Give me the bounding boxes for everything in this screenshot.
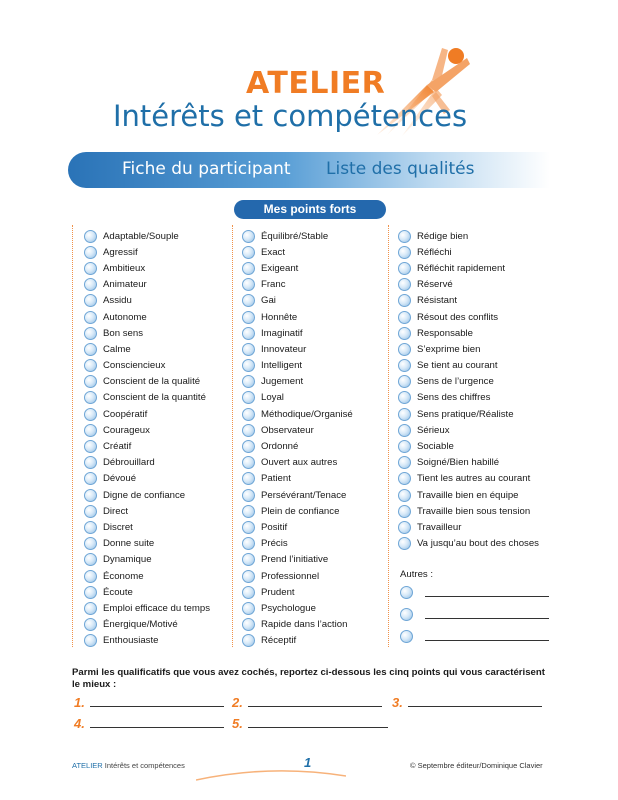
quality-label: Réfléchit rapidement [417, 262, 505, 274]
checkbox-circle[interactable] [242, 359, 255, 372]
checkbox-circle[interactable] [84, 489, 97, 502]
quality-item[interactable] [242, 455, 353, 471]
quality-label: Exact [261, 246, 285, 258]
quality-item[interactable] [242, 536, 353, 552]
quality-label: Gai [261, 295, 276, 307]
quality-item[interactable] [398, 358, 539, 374]
quality-item[interactable] [84, 568, 210, 584]
quality-item[interactable] [242, 341, 353, 357]
checkbox-circle[interactable] [398, 311, 411, 324]
quality-label: Emploi efficace du temps [103, 602, 211, 614]
quality-label: Précis [261, 538, 288, 550]
quality-item[interactable] [84, 228, 210, 244]
quality-item[interactable] [398, 374, 539, 390]
answer-number: 1. [74, 695, 85, 710]
quality-label: Tient les autres au courant [417, 473, 531, 485]
quality-item[interactable] [84, 536, 210, 552]
answer-number: 4. [74, 716, 85, 731]
page-swoosh [196, 766, 346, 782]
answer-number: 5. [232, 716, 243, 731]
checkbox-circle[interactable] [398, 424, 411, 437]
answer-line[interactable] [248, 706, 382, 707]
quality-item[interactable] [242, 487, 353, 503]
quality-label: Discret [103, 521, 133, 533]
checkbox-circle[interactable] [242, 311, 255, 324]
checkbox-circle[interactable] [398, 537, 411, 550]
quality-item[interactable] [84, 633, 210, 649]
checkbox-circle[interactable] [398, 375, 411, 388]
quality-item[interactable] [242, 503, 353, 519]
quality-item[interactable] [84, 260, 210, 276]
checkbox-circle[interactable] [398, 391, 411, 404]
quality-item[interactable] [398, 277, 539, 293]
quality-item[interactable] [242, 633, 353, 649]
quality-label: Rapide dans l’action [261, 619, 348, 631]
checkbox-circle[interactable] [242, 375, 255, 388]
write-in-line[interactable] [425, 596, 549, 597]
quality-label: Ambitieux [103, 262, 146, 274]
quality-item[interactable] [84, 406, 210, 422]
quality-item[interactable] [242, 406, 353, 422]
checkbox-circle[interactable] [84, 294, 97, 307]
instruction-text: Parmi les qualificatifs que vous avez cochés, reportez ci-dessous les cinq points qui vous caractérisent le mieux : [72, 667, 545, 690]
quality-label: Innovateur [261, 343, 307, 355]
quality-label: Assidu [103, 295, 132, 307]
answer-1[interactable] [74, 695, 224, 710]
checkbox-circle[interactable] [398, 456, 411, 469]
checkbox-circle[interactable] [398, 246, 411, 259]
checkbox-circle[interactable] [84, 570, 97, 583]
quality-label: Calme [103, 343, 131, 355]
quality-item[interactable] [84, 617, 210, 633]
quality-label: Sérieux [417, 424, 450, 436]
quality-label: Résistant [417, 295, 457, 307]
quality-label: Réceptif [261, 635, 297, 647]
checkbox-circle[interactable] [400, 608, 413, 621]
quality-item[interactable] [242, 374, 353, 390]
quality-label: Digne de confiance [103, 489, 186, 501]
checkbox-circle[interactable] [242, 521, 255, 534]
quality-label: Autonome [103, 311, 147, 323]
checkbox-circle[interactable] [84, 230, 97, 243]
checkbox-circle[interactable] [84, 343, 97, 356]
autres-row[interactable] [400, 630, 549, 643]
answer-4[interactable] [74, 716, 224, 731]
footer-brand: ATELIER [72, 761, 103, 770]
quality-item[interactable] [398, 309, 539, 325]
checkbox-circle[interactable] [84, 521, 97, 534]
quality-label: Positif [261, 521, 288, 533]
checkbox-circle[interactable] [84, 246, 97, 259]
quality-item[interactable] [398, 471, 539, 487]
quality-label: Animateur [103, 279, 147, 291]
checkbox-circle[interactable] [242, 472, 255, 485]
checkbox-circle[interactable] [242, 343, 255, 356]
checkbox-circle[interactable] [84, 537, 97, 550]
quality-label: Prend l’initiative [261, 554, 329, 566]
checkbox-circle[interactable] [242, 230, 255, 243]
quality-item[interactable] [84, 358, 210, 374]
quality-item[interactable] [84, 600, 210, 616]
answer-3[interactable] [392, 695, 542, 710]
quality-label: Persévérant/Tenace [261, 489, 347, 501]
quality-item[interactable] [398, 293, 539, 309]
checkbox-circle[interactable] [242, 489, 255, 502]
answer-number: 3. [392, 695, 403, 710]
quality-label: Équilibré/Stable [261, 230, 329, 242]
checkbox-circle[interactable] [242, 408, 255, 421]
page-number: 1 [304, 755, 312, 770]
quality-item[interactable] [242, 228, 353, 244]
checkbox-circle[interactable] [398, 440, 411, 453]
quality-item[interactable] [84, 277, 210, 293]
quality-item[interactable] [242, 277, 353, 293]
quality-label: Conscient de la quantité [103, 392, 206, 404]
checkbox-circle[interactable] [398, 262, 411, 275]
answer-line[interactable] [248, 727, 388, 728]
quality-item[interactable] [84, 471, 210, 487]
quality-item[interactable] [242, 390, 353, 406]
quality-label: Travailleur [417, 521, 462, 533]
checkbox-circle[interactable] [84, 424, 97, 437]
checkbox-circle[interactable] [84, 311, 97, 324]
answer-line[interactable] [408, 706, 542, 707]
column-divider [232, 225, 233, 647]
footer-title: Intérêts et compétences [104, 761, 185, 770]
checkbox-circle[interactable] [242, 553, 255, 566]
checkbox-circle[interactable] [398, 343, 411, 356]
quality-item[interactable] [242, 471, 353, 487]
quality-item[interactable] [84, 390, 210, 406]
checkbox-circle[interactable] [398, 472, 411, 485]
quality-label: Dynamique [103, 554, 152, 566]
footer-copyright: © Septembre éditeur/Dominique Clavier [410, 761, 543, 770]
checkbox-circle[interactable] [84, 359, 97, 372]
quality-item[interactable] [398, 406, 539, 422]
quality-item[interactable] [242, 422, 353, 438]
answer-line[interactable] [90, 706, 224, 707]
quality-item[interactable] [242, 617, 353, 633]
checkbox-circle[interactable] [242, 246, 255, 259]
checkbox-circle[interactable] [242, 294, 255, 307]
quality-label: Sens pratique/Réaliste [417, 408, 514, 420]
quality-item[interactable] [242, 244, 353, 260]
quality-item[interactable] [398, 341, 539, 357]
quality-label: Débrouillard [103, 457, 155, 469]
quality-label: Créatif [103, 441, 132, 453]
checkbox-circle[interactable] [398, 408, 411, 421]
checkbox-circle[interactable] [398, 327, 411, 340]
quality-item[interactable] [84, 519, 210, 535]
quality-item[interactable] [84, 244, 210, 260]
quality-item[interactable] [398, 390, 539, 406]
checkbox-circle[interactable] [242, 424, 255, 437]
checkbox-circle[interactable] [84, 391, 97, 404]
quality-label: Enthousiaste [103, 635, 159, 647]
checkbox-circle[interactable] [400, 586, 413, 599]
checkbox-circle[interactable] [242, 391, 255, 404]
checkbox-circle[interactable] [84, 618, 97, 631]
checkbox-circle[interactable] [242, 327, 255, 340]
quality-label: Sens de l’urgence [417, 376, 494, 388]
footer-left [72, 761, 185, 770]
quality-label: Coopératif [103, 408, 148, 420]
checkbox-circle[interactable] [398, 294, 411, 307]
quality-label: Franc [261, 279, 286, 291]
quality-label: Rédige bien [417, 230, 469, 242]
banner-title: Fiche du participant [122, 159, 291, 179]
quality-item[interactable] [242, 293, 353, 309]
quality-item[interactable] [84, 293, 210, 309]
quality-label: Direct [103, 505, 129, 517]
quality-label: Agressif [103, 246, 138, 258]
quality-label: Résout des conflits [417, 311, 499, 323]
quality-item[interactable] [398, 325, 539, 341]
checkbox-circle[interactable] [84, 327, 97, 340]
checkbox-circle[interactable] [84, 375, 97, 388]
quality-item[interactable] [398, 228, 539, 244]
quality-item[interactable] [84, 422, 210, 438]
quality-label: Plein de confiance [261, 505, 340, 517]
autres-row[interactable] [400, 608, 549, 621]
quality-item[interactable] [84, 438, 210, 454]
checkbox-circle[interactable] [242, 570, 255, 583]
quality-item[interactable] [398, 422, 539, 438]
quality-item[interactable] [398, 503, 539, 519]
quality-label: Va jusqu’au bout des choses [417, 538, 539, 550]
quality-item[interactable] [398, 519, 539, 535]
checkbox-circle[interactable] [242, 537, 255, 550]
checkbox-circle[interactable] [398, 489, 411, 502]
quality-label: Donne suite [103, 538, 155, 550]
quality-label: Réfléchi [417, 246, 452, 258]
quality-label: Ouvert aux autres [261, 457, 338, 469]
quality-label: Professionnel [261, 570, 320, 582]
quality-label: Sens des chiffres [417, 392, 491, 404]
banner-subtitle: Liste des qualités [326, 159, 475, 179]
checkbox-circle[interactable] [84, 505, 97, 518]
checkbox-circle[interactable] [242, 456, 255, 469]
quality-item[interactable] [84, 341, 210, 357]
checkbox-circle[interactable] [84, 456, 97, 469]
quality-label: S’exprime bien [417, 343, 481, 355]
answer-line[interactable] [90, 727, 224, 728]
quality-label: Dévoué [103, 473, 137, 485]
checkbox-circle[interactable] [242, 440, 255, 453]
checkbox-circle[interactable] [84, 602, 97, 615]
checkbox-circle[interactable] [242, 586, 255, 599]
checkbox-circle[interactable] [400, 630, 413, 643]
autres-row[interactable] [400, 586, 549, 599]
quality-item[interactable] [84, 503, 210, 519]
checkbox-circle[interactable] [84, 440, 97, 453]
column-divider [72, 225, 73, 647]
checkbox-circle[interactable] [242, 602, 255, 615]
checkbox-circle[interactable] [242, 634, 255, 647]
quality-item[interactable] [84, 309, 210, 325]
checkbox-circle[interactable] [84, 586, 97, 599]
checkbox-circle[interactable] [242, 618, 255, 631]
quality-label: Travaille bien sous tension [417, 505, 531, 517]
quality-item[interactable] [242, 552, 353, 568]
checkbox-circle[interactable] [84, 278, 97, 291]
answer-2[interactable] [232, 695, 382, 710]
quality-label: Exigeant [261, 262, 299, 274]
checkbox-circle[interactable] [398, 505, 411, 518]
quality-label: Adaptable/Souple [103, 230, 179, 242]
quality-item[interactable] [84, 584, 210, 600]
quality-item[interactable] [242, 438, 353, 454]
checkbox-circle[interactable] [398, 278, 411, 291]
checkbox-circle[interactable] [242, 505, 255, 518]
checkbox-circle[interactable] [84, 553, 97, 566]
quality-item[interactable] [242, 568, 353, 584]
quality-item[interactable] [242, 260, 353, 276]
checkbox-circle[interactable] [398, 359, 411, 372]
quality-label: Consciencieux [103, 360, 166, 372]
quality-label: Intelligent [261, 360, 303, 372]
quality-item[interactable] [398, 438, 539, 454]
quality-label: Bon sens [103, 327, 144, 339]
checkbox-circle[interactable] [242, 262, 255, 275]
quality-label: Observateur [261, 424, 314, 436]
qualities-column-1 [84, 228, 210, 649]
quality-item[interactable] [84, 455, 210, 471]
write-in-line[interactable] [425, 640, 549, 641]
quality-item[interactable] [242, 325, 353, 341]
column-divider [388, 225, 389, 647]
answer-5[interactable] [232, 716, 388, 731]
checkbox-circle[interactable] [84, 408, 97, 421]
quality-item[interactable] [84, 325, 210, 341]
checkbox-circle[interactable] [84, 634, 97, 647]
section-title: Mes points forts [234, 200, 386, 219]
quality-item[interactable] [242, 584, 353, 600]
quality-item[interactable] [242, 358, 353, 374]
quality-label: Sociable [417, 441, 454, 453]
title-atelier: ATELIER [246, 66, 386, 101]
quality-item[interactable] [398, 536, 539, 552]
quality-label: Méthodique/Organisé [261, 408, 353, 420]
quality-label: Travaille bien en équipe [417, 489, 519, 501]
quality-label: Loyal [261, 392, 284, 404]
title-interets-competences: Intérêts et compétences [113, 99, 468, 133]
answer-number: 2. [232, 695, 243, 710]
quality-label: Écoute [103, 586, 133, 598]
checkbox-circle[interactable] [84, 472, 97, 485]
quality-label: Imaginatif [261, 327, 303, 339]
checkbox-circle[interactable] [84, 262, 97, 275]
quality-label: Prudent [261, 586, 295, 598]
quality-item[interactable] [242, 600, 353, 616]
quality-label: Psychologue [261, 602, 316, 614]
checkbox-circle[interactable] [398, 230, 411, 243]
checkbox-circle[interactable] [398, 521, 411, 534]
autres-label: Autres : [400, 569, 434, 580]
write-in-line[interactable] [425, 618, 549, 619]
quality-item[interactable] [84, 487, 210, 503]
quality-label: Responsable [417, 327, 474, 339]
quality-label: Conscient de la qualité [103, 376, 201, 388]
quality-item[interactable] [398, 455, 539, 471]
quality-label: Patient [261, 473, 291, 485]
quality-item[interactable] [242, 309, 353, 325]
qualities-column-2 [242, 228, 353, 649]
quality-item[interactable] [398, 244, 539, 260]
quality-label: Réservé [417, 279, 453, 291]
quality-item[interactable] [398, 487, 539, 503]
quality-label: Énergique/Motivé [103, 619, 178, 631]
quality-label: Se tient au courant [417, 360, 498, 372]
quality-label: Ordonné [261, 441, 299, 453]
quality-label: Jugement [261, 376, 304, 388]
checkbox-circle[interactable] [242, 278, 255, 291]
quality-item[interactable] [84, 552, 210, 568]
qualities-column-3 [398, 228, 539, 552]
quality-label: Soigné/Bien habillé [417, 457, 500, 469]
quality-item[interactable] [84, 374, 210, 390]
quality-label: Économe [103, 570, 144, 582]
quality-item[interactable] [242, 519, 353, 535]
quality-item[interactable] [398, 260, 539, 276]
quality-label: Honnête [261, 311, 298, 323]
quality-label: Courageux [103, 424, 150, 436]
